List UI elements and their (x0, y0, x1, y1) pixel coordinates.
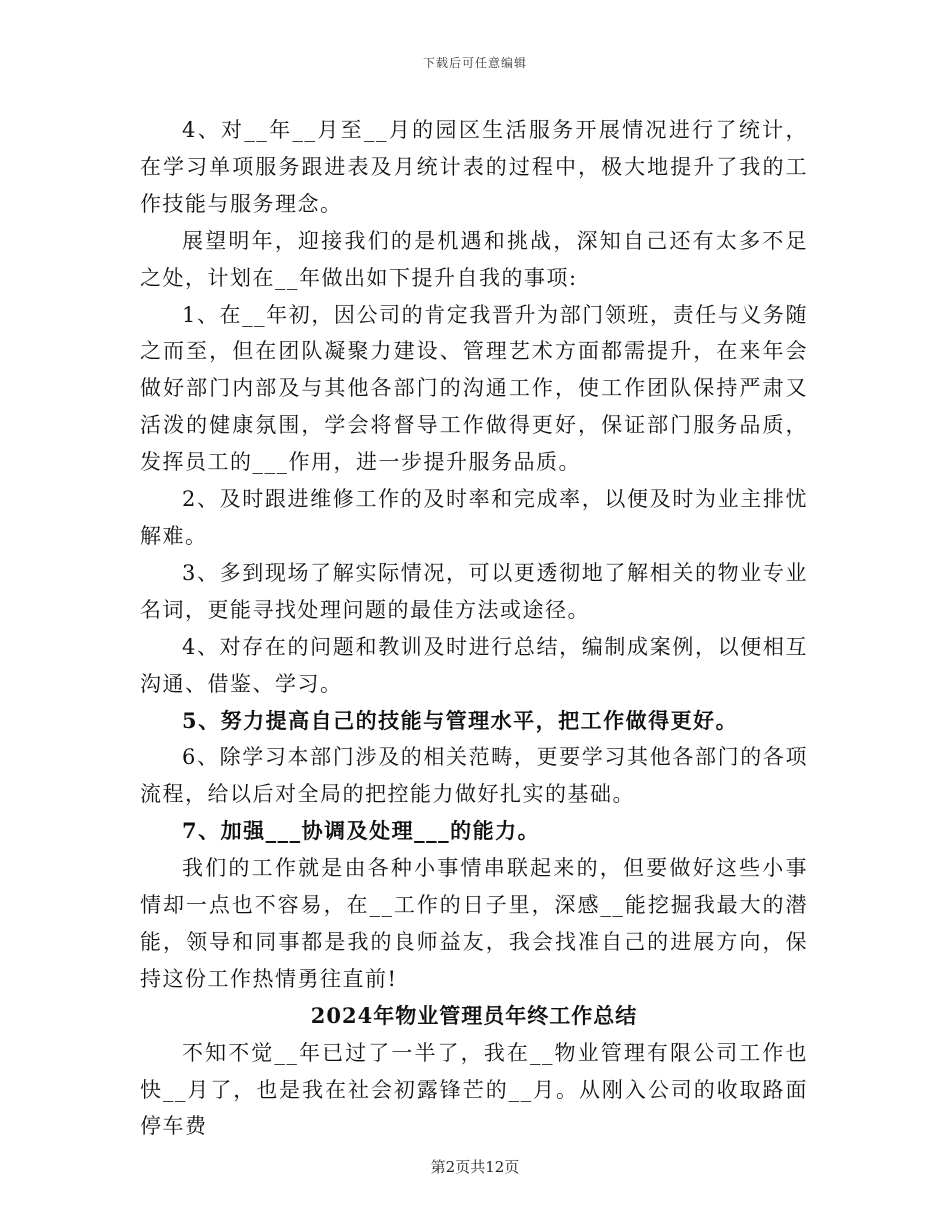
paragraph-plan-2: 2、及时跟进维修工作的及时率和完成率，以便及时为业主排忧解难。 (140, 487, 808, 548)
paragraph-plan-6: 6、除学习本部门涉及的相关范畴，更要学习其他各部门的各项流程，给以后对全局的把控能力做好扎实的基础。 (140, 745, 808, 807)
page-footer: 第2页共12页 (430, 1158, 520, 1176)
section-title: 2024年物业管理员年终工作总结 (310, 1002, 638, 1028)
paragraph-plan-1: 1、在__年初，因公司的肯定我晋升为部门领班，责任与义务随之而至，但在团队凝聚力建设、管理艺术方面都需提升，在来年会做好部门内部及与其他各部门的沟通工作，使工作团队保持严肃又活泼的健康氛围，学会将督导工作做得更好，保证部门服务品质，发挥员工的___作用，进一步提升服务品质。 (140, 302, 808, 475)
document-body (140, 112, 808, 1145)
paragraph-outlook: 展望明年，迎接我们的是机遇和挑战，深知自己还有太多不足之处，计划在__年做出如下提升自我的事项: (140, 228, 808, 290)
paragraph-plan-7: 7、加强___协调及处理___的能力。 (182, 818, 541, 844)
paragraph-plan-3: 3、多到现场了解实际情况，可以更透彻地了解相关的物业专业名词，更能寻找处理问题的最佳方法或途径。 (140, 560, 808, 622)
paragraph-section-intro: 不知不觉__年已过了一半了，我在__物业管理有限公司工作也快__月了，也是我在社会初露锋芒的__月。从刚入公司的收取路面停车费 (140, 1040, 808, 1139)
page-header: 下载后可任意编辑 (422, 56, 527, 70)
paragraph-plan-5: 5、努力提高自己的技能与管理水平，把工作做得更好。 (182, 707, 739, 733)
paragraph-item-4-statistics: 4、对__年__月至__月的园区生活服务开展情况进行了统计，在学习单项服务跟进表及月统计表的过程中，极大地提升了我的工作技能与服务理念。 (140, 118, 808, 216)
paragraph-plan-4: 4、对存在的问题和教训及时进行总结，编制成案例，以便相互沟通、借鉴、学习。 (140, 634, 808, 696)
paragraph-closing: 我们的工作就是由各种小事情串联起来的，但要做好这些小事情却一点也不容易，在__工作的日子里，深感__能挖掘我最大的潜能，领导和同事都是我的良师益友，我会找准自己的进展方向，保持这份工作热情勇往直前! (140, 856, 808, 991)
